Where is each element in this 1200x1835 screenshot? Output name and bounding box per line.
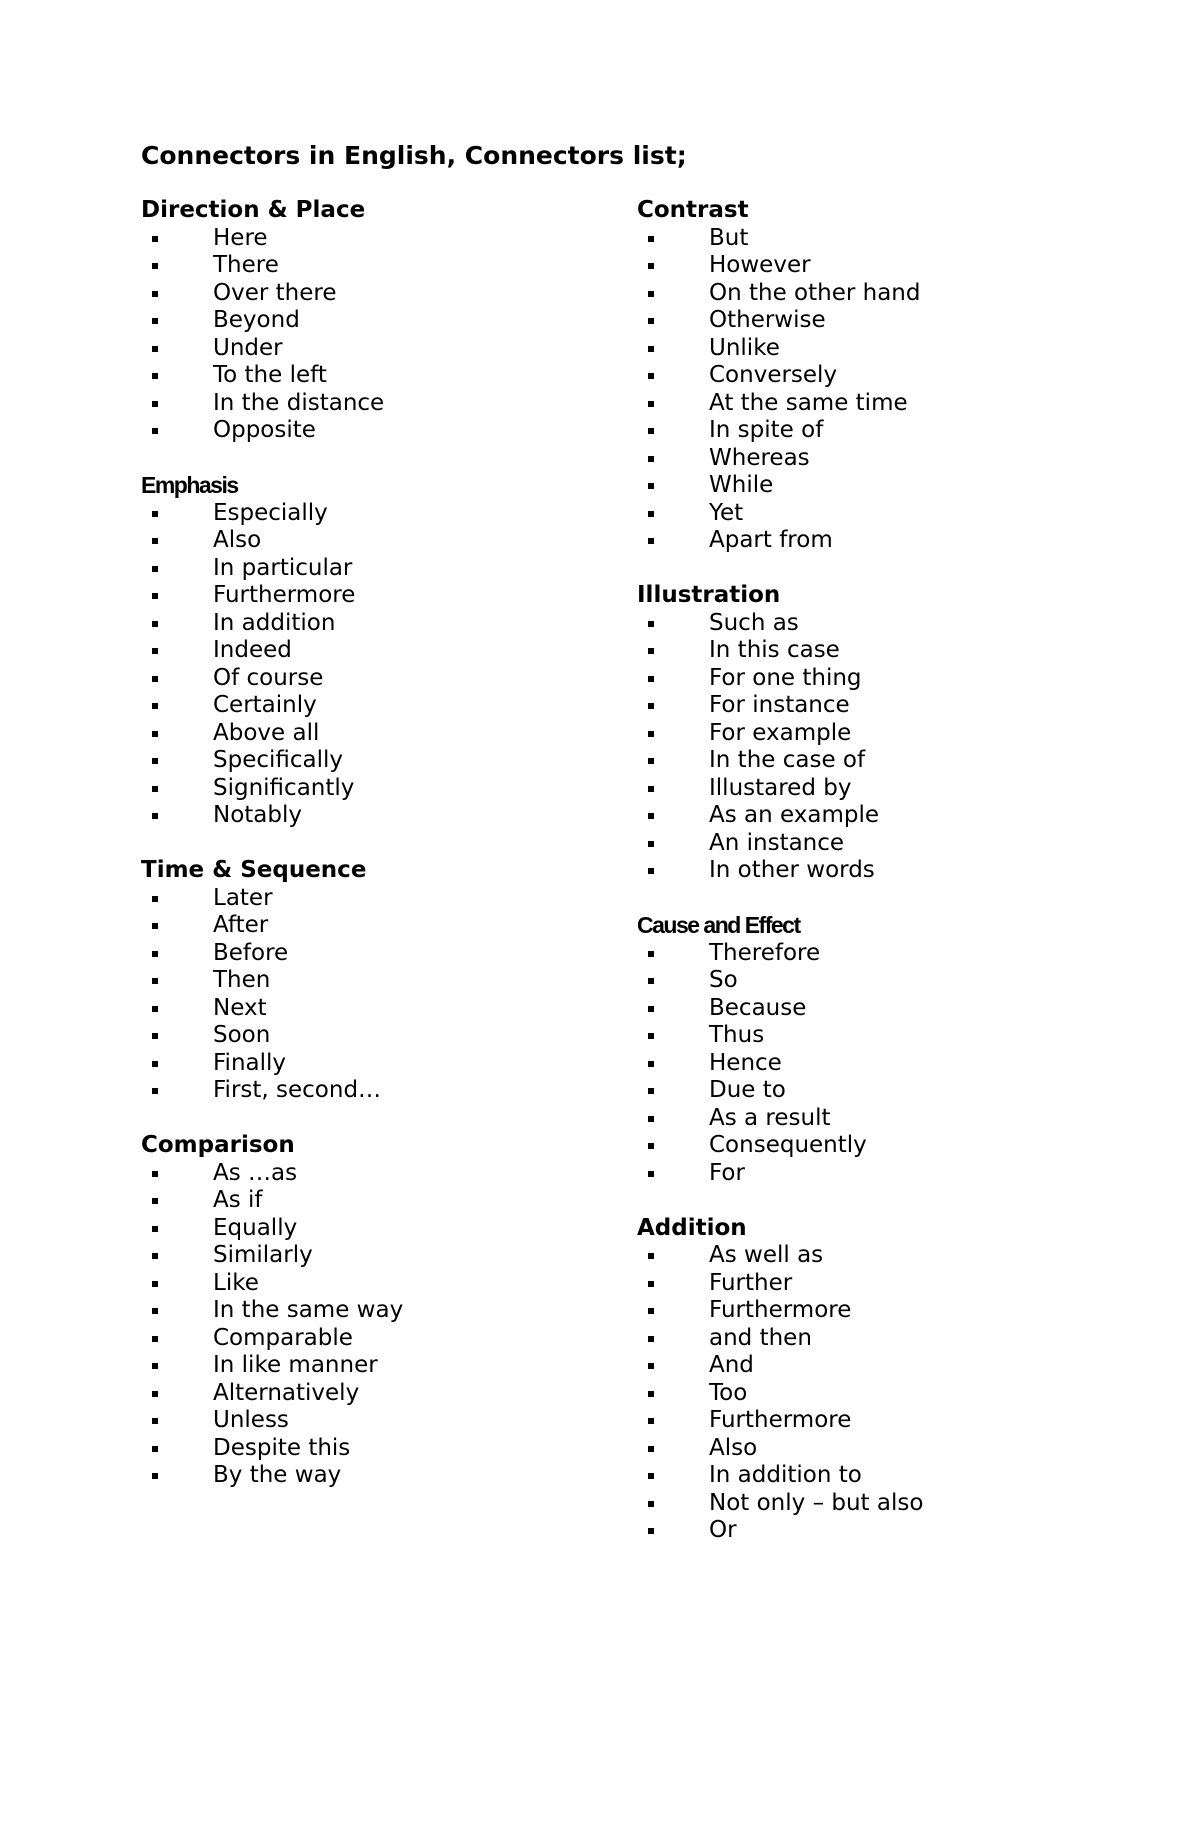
square-bullet-icon xyxy=(152,1006,158,1012)
section-heading: Emphasis xyxy=(141,472,238,498)
square-bullet-icon xyxy=(152,1418,158,1424)
square-bullet-icon xyxy=(152,1308,158,1314)
list-item xyxy=(637,307,1117,335)
list-item-text: In spite of xyxy=(709,417,824,443)
list-item xyxy=(141,307,621,335)
list-item xyxy=(637,995,1117,1023)
list-item xyxy=(141,280,621,308)
list-item-text: As if xyxy=(213,1187,263,1213)
list-item xyxy=(141,940,621,968)
list-item-text: Such as xyxy=(709,609,799,636)
square-bullet-icon xyxy=(152,1033,158,1039)
square-bullet-icon xyxy=(648,511,654,517)
list-item xyxy=(141,390,621,418)
square-bullet-icon xyxy=(152,511,158,517)
list-item xyxy=(141,610,621,638)
list-item-text: For xyxy=(709,1159,745,1186)
list-item-text: In other words xyxy=(709,857,875,883)
list-item xyxy=(141,362,621,390)
list-item xyxy=(637,967,1117,995)
square-bullet-icon xyxy=(152,648,158,654)
square-bullet-icon xyxy=(648,291,654,297)
list-item xyxy=(637,1517,1117,1545)
list-item-text: So xyxy=(709,967,738,993)
connector-list xyxy=(141,225,621,445)
list-item xyxy=(637,720,1117,748)
square-bullet-icon xyxy=(648,758,654,764)
square-bullet-icon xyxy=(648,951,654,957)
square-bullet-icon xyxy=(648,703,654,709)
list-item xyxy=(141,335,621,363)
square-bullet-icon xyxy=(648,1253,654,1259)
list-item-text: For one thing xyxy=(709,664,862,691)
section-heading: Direction & Place xyxy=(141,197,366,223)
square-bullet-icon xyxy=(152,401,158,407)
list-item xyxy=(141,582,621,610)
list-item xyxy=(141,995,621,1023)
square-bullet-icon xyxy=(152,263,158,269)
list-item-text: Soon xyxy=(213,1022,271,1048)
list-item xyxy=(637,1435,1117,1463)
list-item-text: Alternatively xyxy=(213,1379,360,1406)
square-bullet-icon xyxy=(152,291,158,297)
square-bullet-icon xyxy=(648,1501,654,1507)
square-bullet-icon xyxy=(152,758,158,764)
list-item-text: Here xyxy=(213,224,268,251)
list-item xyxy=(141,1050,621,1078)
list-item xyxy=(637,335,1117,363)
list-item xyxy=(141,692,621,720)
square-bullet-icon xyxy=(152,1281,158,1287)
list-item xyxy=(141,500,621,528)
list-item-text: Whereas xyxy=(709,444,810,471)
list-item-text: Therefore xyxy=(709,939,821,966)
list-item-text: Next xyxy=(213,994,267,1021)
square-bullet-icon xyxy=(648,1171,654,1177)
list-item-text: First, second… xyxy=(213,1077,382,1103)
list-item xyxy=(637,940,1117,968)
section-illustration xyxy=(637,582,1117,885)
list-item-text: Indeed xyxy=(213,637,292,663)
list-item xyxy=(141,967,621,995)
list-item xyxy=(637,1490,1117,1518)
list-item-text: Apart from xyxy=(709,527,833,553)
list-item-text: However xyxy=(709,252,811,278)
list-item xyxy=(637,500,1117,528)
square-bullet-icon xyxy=(152,593,158,599)
list-item xyxy=(141,912,621,940)
list-item-text: Too xyxy=(709,1379,748,1406)
square-bullet-icon xyxy=(152,1473,158,1479)
list-item-text: and then xyxy=(709,1324,812,1351)
list-item-text: At the same time xyxy=(709,389,908,416)
square-bullet-icon xyxy=(152,703,158,709)
list-item-text: As an example xyxy=(709,802,880,828)
list-item-text: Later xyxy=(213,884,273,911)
section-cause-and-effect xyxy=(637,912,1117,1187)
section-heading: Cause and Effect xyxy=(637,912,800,938)
list-item-text: There xyxy=(213,252,279,278)
square-bullet-icon xyxy=(648,1308,654,1314)
connector-list xyxy=(141,1160,621,1490)
square-bullet-icon xyxy=(152,951,158,957)
list-item xyxy=(637,1270,1117,1298)
square-bullet-icon xyxy=(648,731,654,737)
list-item xyxy=(141,1270,621,1298)
square-bullet-icon xyxy=(648,1061,654,1067)
list-item-text: In the same way xyxy=(213,1297,404,1323)
connector-list xyxy=(637,225,1117,555)
square-bullet-icon xyxy=(152,896,158,902)
list-item xyxy=(141,1462,621,1490)
list-item-text: By the way xyxy=(213,1462,342,1488)
square-bullet-icon xyxy=(648,428,654,434)
list-item-text: Despite this xyxy=(213,1434,351,1461)
square-bullet-icon xyxy=(648,786,654,792)
square-bullet-icon xyxy=(648,373,654,379)
connector-list xyxy=(637,940,1117,1188)
list-item-text: In addition to xyxy=(709,1462,862,1488)
list-item-text: Opposite xyxy=(213,417,316,443)
list-item xyxy=(637,1462,1117,1490)
list-item-text: As a result xyxy=(709,1104,831,1131)
square-bullet-icon xyxy=(152,1336,158,1342)
list-item-text: In the case of xyxy=(709,747,866,773)
square-bullet-icon xyxy=(152,621,158,627)
square-bullet-icon xyxy=(152,538,158,544)
left-column xyxy=(141,197,621,1517)
square-bullet-icon xyxy=(152,1363,158,1369)
list-item xyxy=(637,1105,1117,1133)
list-item xyxy=(637,1380,1117,1408)
list-item xyxy=(637,802,1117,830)
list-item xyxy=(637,1077,1117,1105)
square-bullet-icon xyxy=(152,1226,158,1232)
list-item-text: Comparable xyxy=(213,1324,353,1351)
connector-list xyxy=(141,500,621,830)
square-bullet-icon xyxy=(648,1143,654,1149)
list-item-text: Conversely xyxy=(709,362,838,388)
list-item xyxy=(141,802,621,830)
list-item-text: In addition xyxy=(213,609,336,636)
list-item xyxy=(637,280,1117,308)
list-item-text: Yet xyxy=(709,499,744,526)
square-bullet-icon xyxy=(152,346,158,352)
square-bullet-icon xyxy=(648,621,654,627)
list-item-text: Also xyxy=(709,1434,758,1461)
square-bullet-icon xyxy=(648,841,654,847)
list-item-text: Under xyxy=(213,334,283,361)
list-item-text: Then xyxy=(213,967,271,993)
section-contrast xyxy=(637,197,1117,555)
list-item xyxy=(141,1352,621,1380)
list-item-text: Unless xyxy=(213,1407,289,1433)
square-bullet-icon xyxy=(648,1446,654,1452)
square-bullet-icon xyxy=(648,1336,654,1342)
list-item xyxy=(141,885,621,913)
square-bullet-icon xyxy=(152,676,158,682)
list-item xyxy=(141,1187,621,1215)
list-item-text: Thus xyxy=(709,1022,765,1048)
list-item xyxy=(637,417,1117,445)
list-item xyxy=(637,527,1117,555)
square-bullet-icon xyxy=(648,648,654,654)
list-item-text: Hence xyxy=(709,1049,782,1076)
connector-list xyxy=(141,885,621,1105)
list-item-text: Equally xyxy=(213,1214,298,1241)
list-item-text: Over there xyxy=(213,279,337,306)
square-bullet-icon xyxy=(648,1006,654,1012)
right-column xyxy=(637,197,1117,1572)
square-bullet-icon xyxy=(648,1116,654,1122)
list-item xyxy=(141,1215,621,1243)
list-item xyxy=(637,1050,1117,1078)
list-item xyxy=(637,775,1117,803)
list-item-text: Finally xyxy=(213,1049,287,1076)
list-item xyxy=(637,692,1117,720)
section-heading: Contrast xyxy=(637,197,749,223)
square-bullet-icon xyxy=(648,1528,654,1534)
list-item-text: Further xyxy=(709,1269,793,1296)
list-item-text: Certainly xyxy=(213,692,317,718)
list-item xyxy=(141,555,621,583)
square-bullet-icon xyxy=(648,1418,654,1424)
list-item-text: Notably xyxy=(213,802,302,828)
square-bullet-icon xyxy=(648,1088,654,1094)
square-bullet-icon xyxy=(152,1198,158,1204)
square-bullet-icon xyxy=(648,978,654,984)
list-item-text: Unlike xyxy=(709,334,780,361)
list-item xyxy=(637,1132,1117,1160)
list-item-text: Not only – but also xyxy=(709,1489,924,1516)
list-item xyxy=(141,637,621,665)
list-item xyxy=(637,637,1117,665)
square-bullet-icon xyxy=(152,566,158,572)
square-bullet-icon xyxy=(152,1446,158,1452)
list-item-text: For example xyxy=(709,719,852,746)
list-item-text: Above all xyxy=(213,719,320,746)
list-item-text: Due to xyxy=(709,1077,786,1103)
list-item-text: Furthermore xyxy=(213,582,356,608)
page-title: Connectors in English, Connectors list; xyxy=(141,141,687,170)
list-item-text: For instance xyxy=(709,692,850,718)
section-time-sequence xyxy=(141,857,621,1105)
list-item-text: In like manner xyxy=(213,1352,378,1378)
square-bullet-icon xyxy=(648,483,654,489)
list-item xyxy=(141,665,621,693)
square-bullet-icon xyxy=(648,263,654,269)
square-bullet-icon xyxy=(152,1088,158,1094)
list-item-text: As …as xyxy=(213,1159,298,1186)
list-item xyxy=(141,1380,621,1408)
list-item-text: In the distance xyxy=(213,389,385,416)
list-item xyxy=(637,1022,1117,1050)
list-item xyxy=(141,1160,621,1188)
connector-list xyxy=(637,1242,1117,1545)
list-item xyxy=(637,252,1117,280)
list-item xyxy=(637,225,1117,253)
list-item-text: In particular xyxy=(213,554,353,581)
connector-list xyxy=(637,610,1117,885)
list-item xyxy=(637,1352,1117,1380)
list-item xyxy=(141,775,621,803)
list-item xyxy=(637,472,1117,500)
square-bullet-icon xyxy=(152,1171,158,1177)
square-bullet-icon xyxy=(152,428,158,434)
list-item-text: An instance xyxy=(709,829,845,856)
list-item-text: Significantly xyxy=(213,774,355,801)
square-bullet-icon xyxy=(152,786,158,792)
square-bullet-icon xyxy=(152,373,158,379)
square-bullet-icon xyxy=(152,731,158,737)
section-heading: Comparison xyxy=(141,1132,295,1158)
list-item-text: While xyxy=(709,472,774,498)
list-item xyxy=(637,1297,1117,1325)
square-bullet-icon xyxy=(152,978,158,984)
section-heading: Illustration xyxy=(637,582,781,608)
list-item-text: Before xyxy=(213,939,289,966)
square-bullet-icon xyxy=(648,1363,654,1369)
list-item-text: Like xyxy=(213,1269,259,1296)
square-bullet-icon xyxy=(648,401,654,407)
square-bullet-icon xyxy=(152,923,158,929)
square-bullet-icon xyxy=(648,318,654,324)
list-item-text: Furthermore xyxy=(709,1297,852,1323)
square-bullet-icon xyxy=(648,346,654,352)
square-bullet-icon xyxy=(152,318,158,324)
list-item xyxy=(637,1407,1117,1435)
square-bullet-icon xyxy=(648,1391,654,1397)
list-item-text: Consequently xyxy=(709,1132,867,1158)
list-item-text: Or xyxy=(709,1517,737,1543)
list-item xyxy=(637,362,1117,390)
list-item xyxy=(637,830,1117,858)
section-emphasis xyxy=(141,472,621,830)
list-item-text: As well as xyxy=(709,1242,824,1268)
list-item-text: On the other hand xyxy=(709,279,921,306)
list-item xyxy=(637,665,1117,693)
square-bullet-icon xyxy=(648,1473,654,1479)
list-item xyxy=(637,610,1117,638)
list-item xyxy=(141,1325,621,1353)
square-bullet-icon xyxy=(648,813,654,819)
square-bullet-icon xyxy=(648,868,654,874)
list-item-text: Beyond xyxy=(213,307,300,333)
list-item xyxy=(141,1242,621,1270)
list-item xyxy=(141,527,621,555)
square-bullet-icon xyxy=(152,1391,158,1397)
square-bullet-icon xyxy=(648,676,654,682)
list-item xyxy=(141,252,621,280)
list-item xyxy=(637,857,1117,885)
square-bullet-icon xyxy=(152,1061,158,1067)
square-bullet-icon xyxy=(648,456,654,462)
list-item-text: Of course xyxy=(213,664,324,691)
list-item xyxy=(141,720,621,748)
section-heading: Time & Sequence xyxy=(141,857,367,883)
list-item xyxy=(141,225,621,253)
section-addition xyxy=(637,1215,1117,1545)
list-item xyxy=(141,417,621,445)
list-item xyxy=(637,1325,1117,1353)
list-item-text: Otherwise xyxy=(709,307,826,333)
square-bullet-icon xyxy=(648,1033,654,1039)
list-item-text: Specifically xyxy=(213,747,344,773)
list-item-text: In this case xyxy=(709,637,840,663)
list-item xyxy=(141,1435,621,1463)
section-direction-place xyxy=(141,197,621,445)
list-item xyxy=(141,1077,621,1105)
list-item xyxy=(637,1242,1117,1270)
list-item-text: And xyxy=(709,1352,754,1378)
list-item-text: Because xyxy=(709,994,807,1021)
section-heading: Addition xyxy=(637,1214,747,1241)
square-bullet-icon xyxy=(152,236,158,242)
list-item xyxy=(637,445,1117,473)
list-item xyxy=(637,747,1117,775)
square-bullet-icon xyxy=(152,1253,158,1259)
section-comparison xyxy=(141,1132,621,1490)
square-bullet-icon xyxy=(648,1281,654,1287)
list-item-text: Similarly xyxy=(213,1242,313,1268)
square-bullet-icon xyxy=(648,236,654,242)
list-item-text: Especially xyxy=(213,499,328,526)
list-item xyxy=(637,390,1117,418)
list-item-text: After xyxy=(213,912,269,938)
square-bullet-icon xyxy=(152,813,158,819)
list-item xyxy=(141,1297,621,1325)
list-item xyxy=(141,747,621,775)
list-item-text: Illustared by xyxy=(709,774,852,801)
list-item-text: Also xyxy=(213,527,262,553)
list-item-text: To the left xyxy=(213,362,327,388)
list-item-text: Furthermore xyxy=(709,1407,852,1433)
list-item-text: But xyxy=(709,224,749,251)
square-bullet-icon xyxy=(648,538,654,544)
list-item xyxy=(637,1160,1117,1188)
list-item xyxy=(141,1022,621,1050)
list-item xyxy=(141,1407,621,1435)
